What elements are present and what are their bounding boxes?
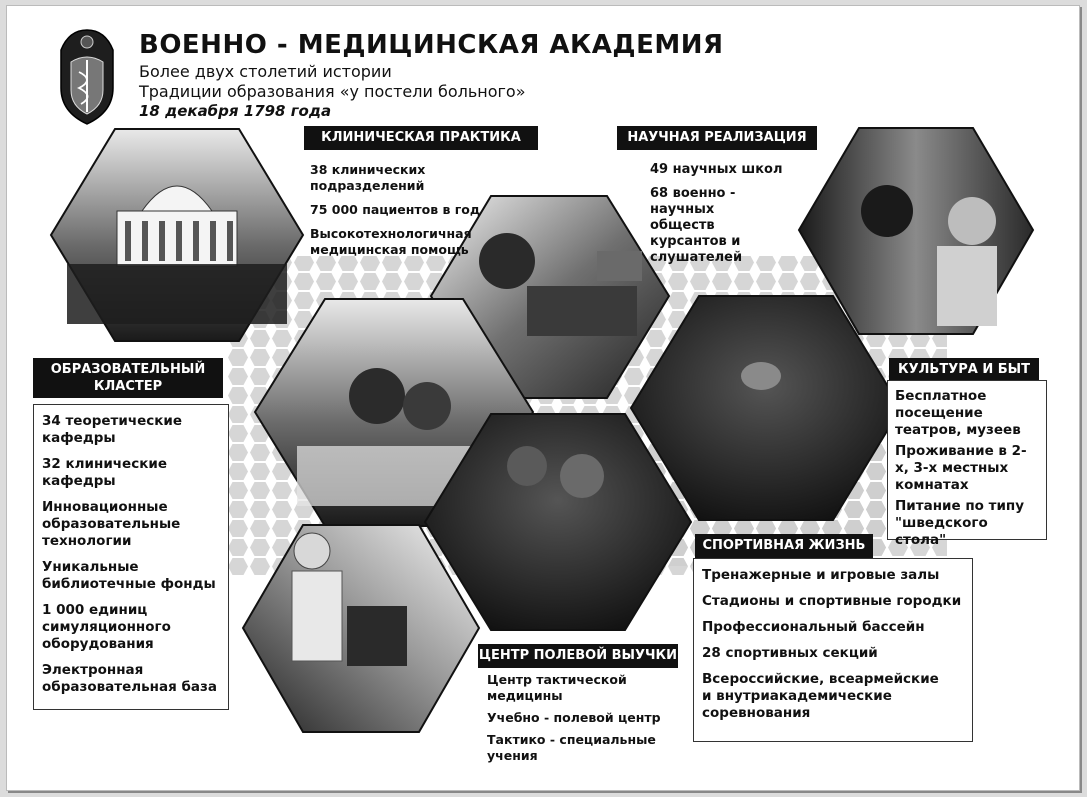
field-item: Тактико - специальные учения [487, 732, 656, 763]
clinical-practice-header: КЛИНИЧЕСКАЯ ПРАКТИКА [304, 126, 538, 150]
sport-item: Всероссийские, всеармейские и внутриакадемические соревнования [702, 671, 939, 721]
culture-item: Питание по типу "шведского стола" [895, 498, 1025, 548]
science-header: НАУЧНАЯ РЕАЛИЗАЦИЯ [617, 126, 817, 150]
clinical-item: 75 000 пациентов в год [310, 202, 480, 217]
education-item: Инновационные образовательные технологии [42, 499, 181, 549]
subtitle-history: Более двух столетий истории [139, 62, 392, 81]
founding-date: 18 декабря 1798 года [139, 102, 332, 120]
education-item: Электронная образовательная база [42, 662, 217, 695]
culture-item: Проживание в 2-х, 3-х местных комнатах [895, 443, 1027, 493]
field-item: Учебно - полевой центр [487, 710, 661, 725]
sport-item: Тренажерные и игровые залы [702, 567, 940, 583]
field-training-list [487, 672, 687, 764]
education-item: Уникальные библиотечные фонды [42, 559, 216, 592]
education-header: ОБРАЗОВАТЕЛЬНЫЙ КЛАСТЕР [33, 358, 223, 398]
education-item: 32 клинические кафедры [42, 456, 167, 489]
culture-item: Бесплатное посещение театров, музеев [895, 388, 1021, 438]
culture-header: КУЛЬТУРА И БЫТ [889, 358, 1039, 382]
science-list [650, 162, 800, 266]
science-item: 68 военно - научных обществ курсантов и слушателей [650, 186, 743, 265]
sport-list [693, 558, 973, 742]
education-item: 34 теоретические кафедры [42, 413, 183, 446]
sport-header: СПОРТИВНАЯ ЖИЗНЬ [695, 534, 873, 558]
sport-item: Профессиональный бассейн [702, 619, 925, 635]
clinical-practice-list [310, 162, 540, 258]
poster [6, 5, 1080, 791]
education-item: 1 000 единиц симуляционного оборудования [42, 602, 171, 652]
science-item: 49 научных школ [650, 162, 783, 177]
subtitle-tradition: Традиции образования «у постели больного» [139, 82, 526, 101]
sport-item: Стадионы и спортивные городки [702, 593, 962, 609]
clinical-item: 38 клинических подразделений [310, 162, 426, 193]
culture-list [887, 380, 1047, 548]
education-list [33, 404, 229, 710]
academy-emblem-icon [61, 30, 113, 124]
field-item: Центр тактической медицины [487, 672, 627, 703]
sport-item: 28 спортивных секций [702, 645, 878, 661]
clinical-item: Высокотехнологичная медицинская помощь [310, 226, 472, 257]
page-title: ВОЕННО - МЕДИЦИНСКАЯ АКАДЕМИЯ [139, 30, 724, 60]
field-training-header: ЦЕНТР ПОЛЕВОЙ ВЫУЧКИ [478, 644, 678, 668]
